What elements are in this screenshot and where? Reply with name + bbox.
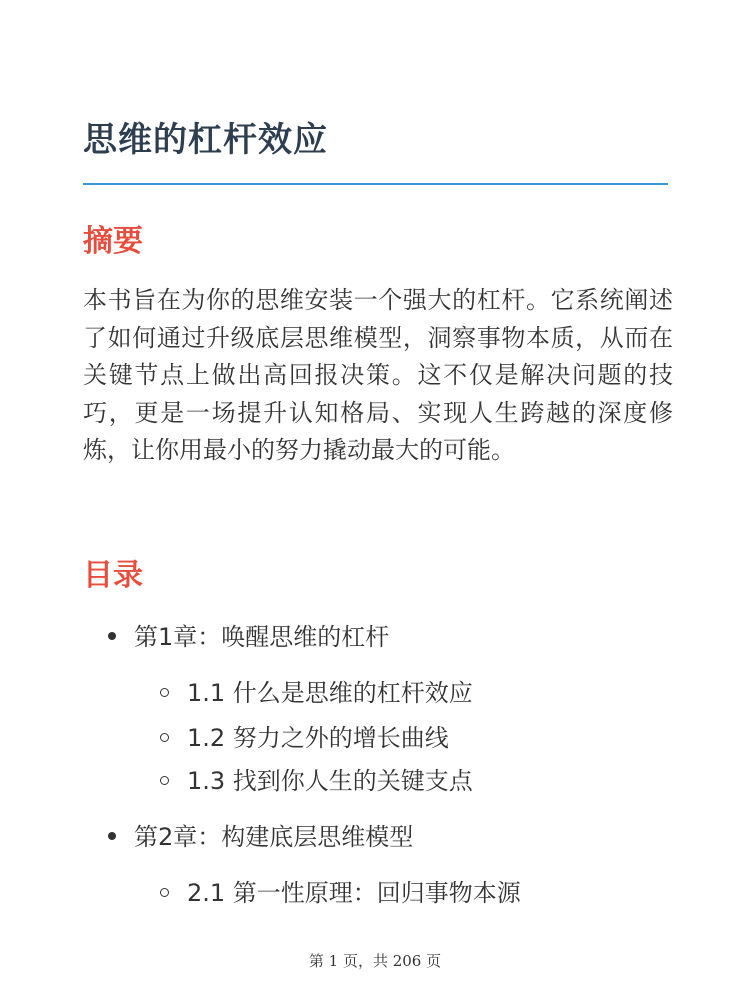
toc-section-1-1[interactable] — [160, 677, 473, 709]
toc-section-label: 2.1 第一性原理：回归事物本源 — [187, 879, 521, 907]
circle-bullet-icon — [160, 776, 169, 785]
toc-heading: 目录 — [83, 558, 143, 593]
toc-chapter-1[interactable] — [108, 621, 389, 653]
title-divider — [83, 183, 668, 185]
circle-bullet-icon — [160, 888, 169, 897]
toc-chapter-2[interactable] — [108, 821, 413, 853]
toc-section-label: 1.3 找到你人生的关键支点 — [187, 767, 473, 795]
abstract-heading: 摘要 — [83, 224, 143, 259]
circle-bullet-icon — [160, 733, 169, 742]
disc-bullet-icon — [108, 632, 116, 640]
toc-section-2-1[interactable] — [160, 877, 521, 909]
toc-chapter-label: 第2章：构建底层思维模型 — [134, 823, 414, 851]
toc-chapter-label: 第1章：唤醒思维的杠杆 — [134, 623, 390, 651]
disc-bullet-icon — [108, 832, 116, 840]
toc-section-1-3[interactable] — [160, 765, 473, 797]
toc-section-1-2[interactable] — [160, 722, 449, 754]
document-title: 思维的杠杆效应 — [83, 120, 328, 160]
abstract-text: 本书旨在为你的思维安装一个强大的杠杆。它系统阐述了如何通过升级底层思维模型，洞察事物本质，从而在关键节点上做出高回报决策。这不仅是解决问题的技巧，更是一场提升认知格局、实现人生跨越的深度修炼，让你用最小的努力撬动最大的可能。 — [83, 286, 673, 464]
toc-section-label: 1.1 什么是思维的杠杆效应 — [187, 679, 473, 707]
page-number: 第 1 页，共 206 页 — [308, 952, 442, 970]
toc-section-label: 1.2 努力之外的增长曲线 — [187, 724, 449, 752]
circle-bullet-icon — [160, 688, 169, 697]
